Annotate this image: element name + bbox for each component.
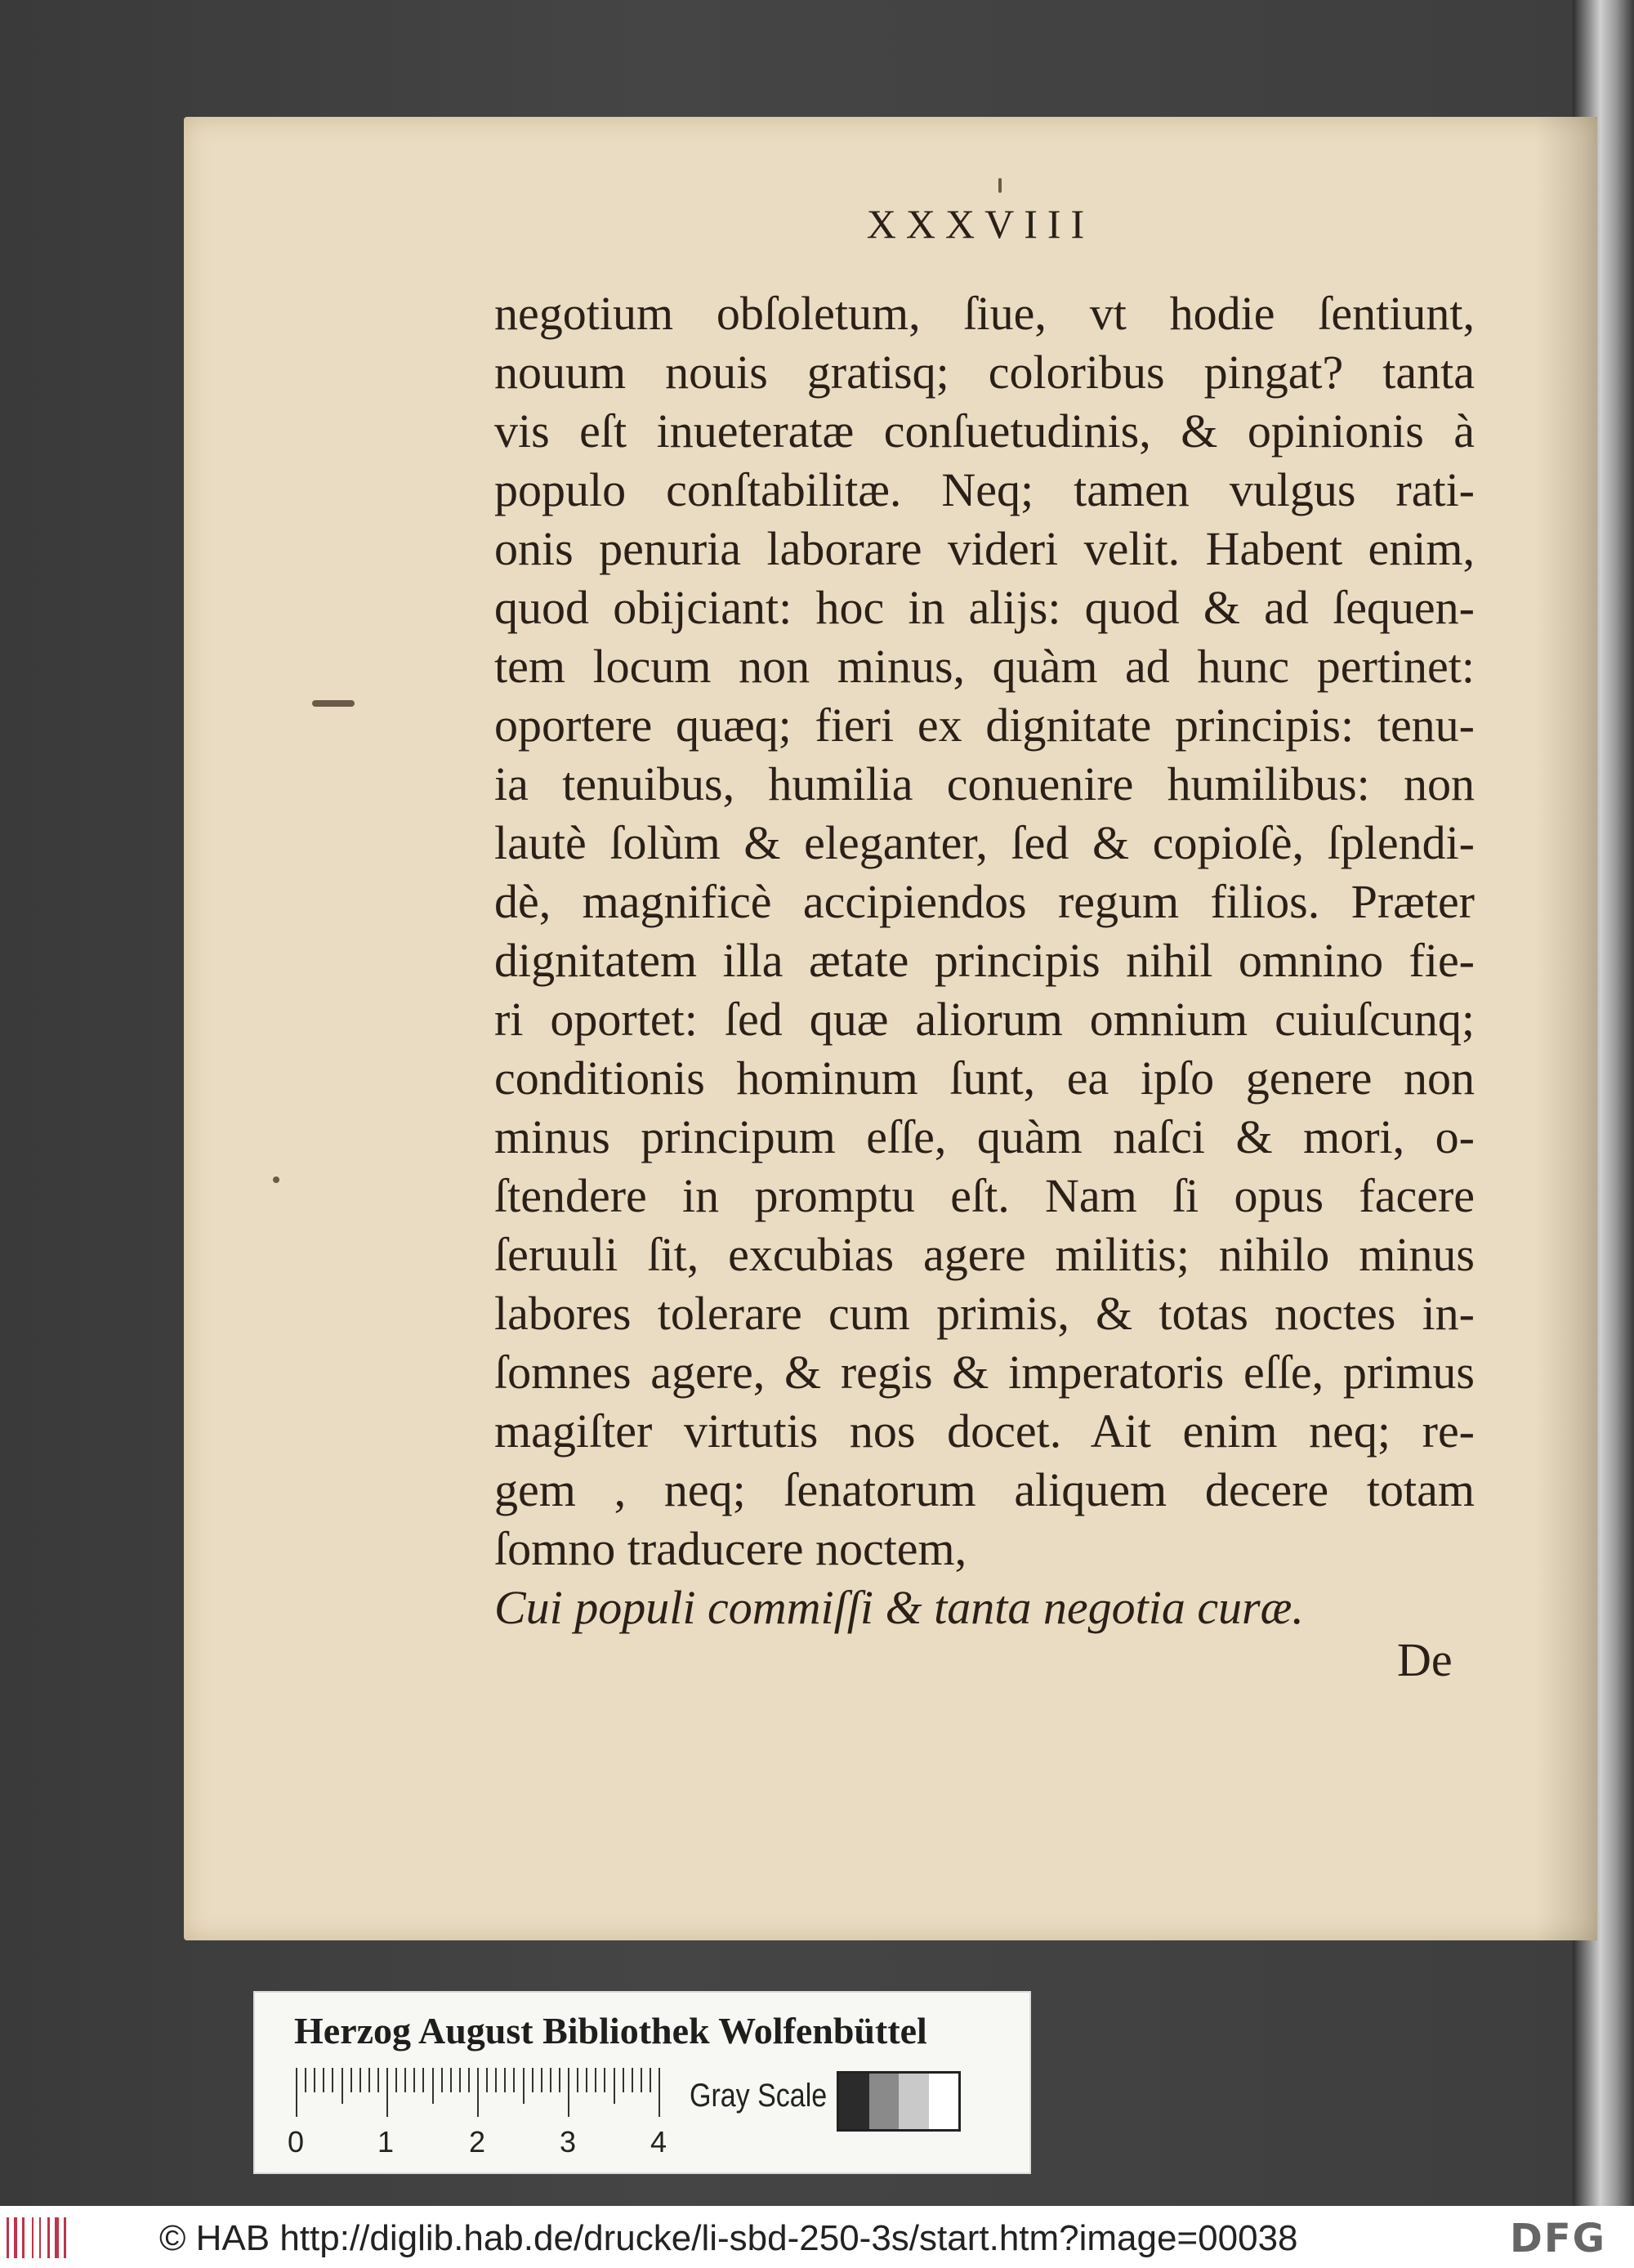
barcode-bar — [22, 2217, 25, 2258]
page-mark-top — [998, 178, 1002, 193]
ruler-tick — [441, 2068, 443, 2092]
gray-swatch — [869, 2074, 900, 2129]
text-line: populo conſtabilitæ. Neq; tamen vulgus rati- — [494, 463, 1475, 516]
grayscale-swatches — [837, 2071, 961, 2132]
ruler-tick — [504, 2068, 506, 2092]
barcode-bar — [55, 2217, 59, 2258]
ruler-tick — [422, 2068, 424, 2092]
barcode-bar — [47, 2217, 50, 2258]
ruler-tick — [377, 2068, 379, 2092]
barcode-bar — [64, 2217, 66, 2258]
text-line: negotium obſoletum, ſiue, vt hodie ſentiunt, — [494, 287, 1475, 340]
ruler-tick — [350, 2068, 352, 2092]
ruler-tick — [577, 2068, 578, 2092]
ruler-tick — [623, 2068, 624, 2092]
text-line: lautè ſolùm & eleganter, ſed & copioſè, ſplendi- — [494, 816, 1475, 869]
ruler-tick — [513, 2068, 515, 2092]
main-text — [494, 284, 1475, 1637]
text-line: ſomno traducere noctem, — [494, 1522, 967, 1575]
catchword: De — [1397, 1633, 1453, 1686]
text-line: ſtendere in promptu eſt. Nam ſi opus facere — [494, 1169, 1475, 1222]
ruler-tick — [532, 2068, 534, 2092]
text-line: ri oportet: ſed quæ aliorum omnium cuiuſcunq; — [494, 993, 1475, 1046]
ruler-tick — [314, 2068, 315, 2092]
ruler-tick — [550, 2068, 551, 2092]
ruler-tick — [432, 2068, 434, 2104]
margin-mark — [312, 700, 355, 707]
barcode-bar — [7, 2217, 9, 2258]
text-line: labores tolerare cum primis, & totas noctes in- — [494, 1287, 1475, 1340]
ruler-tick — [404, 2068, 406, 2092]
gray-swatch — [899, 2074, 929, 2129]
margin-dot — [273, 1176, 279, 1183]
ruler-tick — [413, 2068, 415, 2092]
ruler-tick — [386, 2068, 388, 2117]
ruler-number: 0 — [288, 2125, 305, 2159]
ruler-number: 1 — [377, 2125, 395, 2159]
library-color-card — [253, 1991, 1031, 2174]
text-line: dignitatem illa ætate principis nihil omnino fie- — [494, 934, 1475, 987]
ruler-scale — [296, 2068, 672, 2118]
ruler-tick — [296, 2068, 297, 2117]
ruler-tick — [650, 2068, 651, 2092]
gray-swatch — [839, 2074, 869, 2129]
ruler-tick — [477, 2068, 479, 2117]
page-gutter-shade — [1536, 117, 1597, 1940]
text-line: magiſter virtutis nos docet. Ait enim neq; re- — [494, 1404, 1475, 1458]
ruler-tick — [595, 2068, 596, 2092]
ruler-tick — [450, 2068, 452, 2092]
ruler-number: 3 — [560, 2125, 577, 2159]
ruler-tick — [486, 2068, 488, 2092]
barcode-bar — [39, 2217, 41, 2258]
text-line: quod obijciant: hoc in alijs: quod & ad ſequen- — [494, 581, 1475, 634]
ruler-number: 2 — [469, 2125, 486, 2159]
ruler-tick — [495, 2068, 497, 2092]
text-line: minus principum eſſe, quàm naſci & mori, o- — [494, 1110, 1475, 1163]
barcode-bar — [14, 2217, 17, 2258]
ruler-tick — [523, 2068, 525, 2104]
ruler-tick — [468, 2068, 470, 2092]
grayscale-label: Gray Scale — [690, 2078, 828, 2114]
ruler-tick — [332, 2068, 333, 2092]
ruler-tick — [395, 2068, 397, 2092]
barcode-icon — [7, 2217, 68, 2258]
text-line: oportere quæq; fieri ex dignitate principis: tenu- — [494, 699, 1475, 752]
barcode-bar — [32, 2217, 33, 2258]
page-foliation: XXXVIII — [866, 201, 1095, 247]
dfg-logo: DFG — [1510, 2216, 1607, 2261]
text-line: conditionis hominum ſunt, ea ipſo genere non — [494, 1051, 1475, 1105]
text-line: vis eſt inueteratæ conſuetudinis, & opinionis à — [494, 404, 1475, 458]
ruler-tick — [459, 2068, 461, 2092]
ruler-tick — [614, 2068, 615, 2104]
text-line: nouum nouis gratisq; coloribus pingat? tanta — [494, 346, 1475, 399]
ruler-tick — [632, 2068, 633, 2092]
copyright-url[interactable]: © HAB http://diglib.hab.de/drucke/li-sbd-250-3s/start.htm?image=00038 — [159, 2218, 1298, 2258]
ruler-tick — [541, 2068, 542, 2092]
ruler-tick — [305, 2068, 306, 2092]
text-line: dè, magnificè accipiendos regum filios. Præter — [494, 875, 1475, 928]
ruler-tick — [323, 2068, 324, 2092]
ruler-tick — [604, 2068, 605, 2092]
text-line: ſomnes agere, & regis & imperatoris eſſe, primus — [494, 1346, 1475, 1399]
text-line: tem locum non minus, quàm ad hunc pertinet: — [494, 640, 1475, 693]
text-line: ſeruuli ſit, excubias agere militis; nihilo minus — [494, 1228, 1475, 1281]
ruler-tick — [568, 2068, 569, 2117]
ruler-tick — [586, 2068, 587, 2092]
ruler-tick — [641, 2068, 642, 2092]
ruler-tick — [659, 2068, 660, 2117]
text-line: gem , neq; ſenatorum aliquem decere totam — [494, 1463, 1475, 1516]
gray-swatch — [929, 2074, 959, 2129]
verse-quotation: Cui populi commiſſi & tanta negotia curæ. — [494, 1581, 1304, 1634]
ruler-tick — [359, 2068, 361, 2092]
ruler-number: 4 — [650, 2125, 667, 2159]
text-line: onis penuria laborare videri velit. Habent enim, — [494, 522, 1475, 575]
ruler-tick — [342, 2068, 343, 2104]
ruler-tick — [559, 2068, 560, 2092]
ruler-tick — [368, 2068, 370, 2092]
library-name: Herzog August Bibliothek Wolfenbüttel — [294, 2010, 927, 2051]
ruler-numbers — [288, 2125, 680, 2158]
text-line: ia tenuibus, humilia conuenire humilibus: non — [494, 757, 1475, 810]
